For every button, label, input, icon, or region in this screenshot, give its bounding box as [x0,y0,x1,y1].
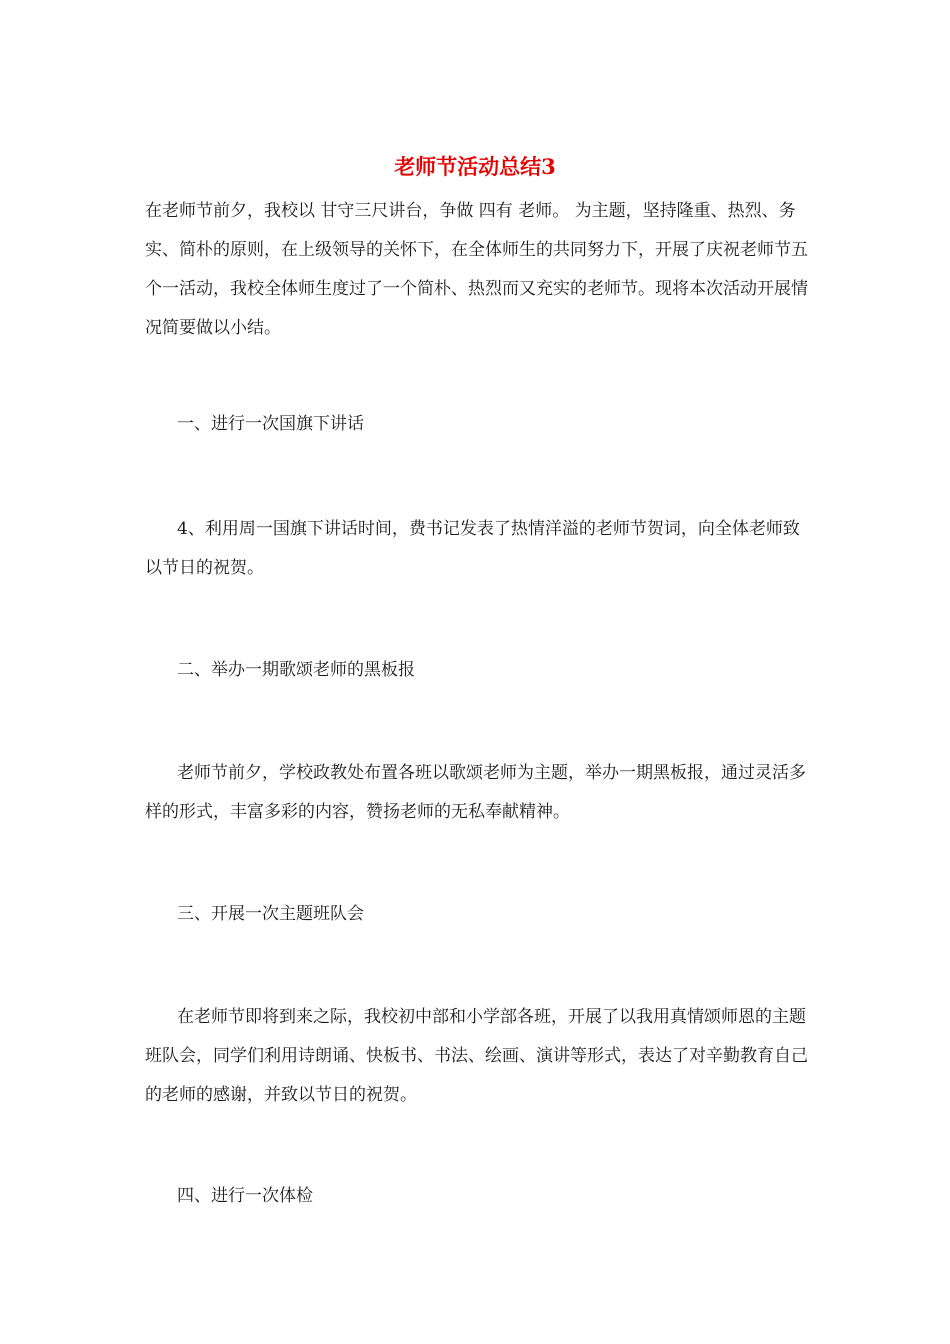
document-title: 老师节活动总结3 [394,154,556,179]
section-body-3: 在老师节即将到来之际，我校初中部和小学部各班，开展了以我用真情颂师恩的主题班队会，同学们利用诗朗诵、快板书、书法、绘画、演讲等形式，表达了对辛勤教育自己的老师的感谢，并致以节日的祝贺。 [145,1007,808,1105]
section-heading-2: 二、举办一期歌颂老师的黑板报 [177,660,415,680]
section-heading-3: 三、开展一次主题班队会 [177,904,364,924]
intro-paragraph: 在老师节前夕，我校以 甘守三尺讲台，争做 四有 老师。 为主题，坚持隆重、热烈、务实、简朴的原则，在上级领导的关怀下，在全体师生的共同努力下，开展了庆祝老师节五个一活动，我校全体师生度过了一个简朴、热烈而又充实的老师节。现将本次活动开展情况简要做以小结。 [145,201,808,338]
section-body-1: 4、利用周一国旗下讲话时间，费书记发表了热情洋溢的老师节贺词，向全体老师致以节日的祝贺。 [145,519,800,578]
section-heading-4: 四、进行一次体检 [177,1186,313,1206]
section-heading-1: 一、进行一次国旗下讲话 [177,414,364,434]
section-body-2: 老师节前夕，学校政教处布置各班以歌颂老师为主题，举办一期黑板报，通过灵活多样的形式，丰富多彩的内容，赞扬老师的无私奉献精神。 [145,763,806,822]
